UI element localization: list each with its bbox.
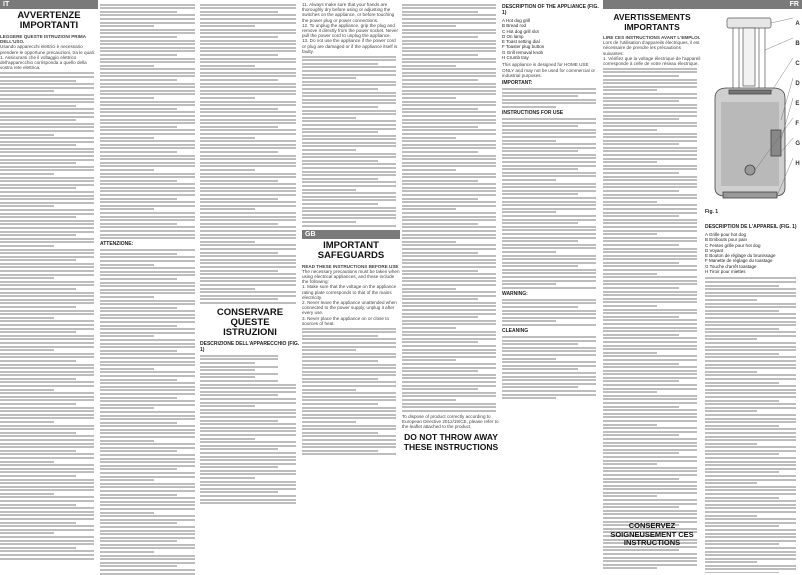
english-intended-use	[502, 62, 600, 78]
english-intro	[302, 264, 400, 326]
italian-body-text-3	[100, 249, 199, 575]
french-title-line2: IMPORTANTS	[624, 22, 680, 32]
italian-item-1: 1. Assicurarsi che il voltaggio elettrico dell'apparecchio corrisponda a quello della vostra rete elettrica.	[0, 54, 87, 71]
french-text-block	[603, 10, 701, 571]
toaster-drawing	[705, 10, 800, 215]
french-body-text-2	[705, 277, 800, 573]
english-item-1: 1. Make sure that the voltage on the appliance rating plate corresponds to that of the mains electricity.	[302, 284, 397, 300]
french-intro	[603, 35, 701, 66]
french-body-text-1	[603, 68, 701, 570]
english-part-h: H Crumb tray	[502, 55, 529, 61]
toaster-illustration	[705, 10, 800, 215]
italian-title-line1: AVVERTENZE	[17, 10, 81, 21]
figure-letter-e: E	[795, 101, 800, 107]
english-title	[302, 241, 400, 261]
english-body-text-3	[402, 4, 500, 412]
english-title-line2: SAFEGUARDS	[317, 249, 385, 261]
english-item-11	[302, 2, 400, 54]
italian-body-text-4	[200, 4, 300, 304]
french-part-b: B Embouts pour pain	[705, 237, 748, 243]
english-item-12-text: 12. To unplug the appliance, grip the plug and remove it directly from the power socket. Never pull the power cord to unplug the appliance.	[302, 22, 398, 39]
english-keep-line1: DO NOT THROW AWAY	[404, 432, 498, 443]
italian-keep-title	[200, 308, 300, 338]
english-body-text-1	[302, 56, 400, 227]
figure-letter-f: F	[795, 121, 799, 127]
french-keep-line2: SOIGNEUSEMENT CES	[610, 529, 694, 539]
english-keep-title	[402, 432, 500, 452]
english-warning-label: WARNING:	[502, 290, 528, 297]
english-intro-text: The necessary precautions must be taken when using electrical appliances, and these include the following:	[302, 268, 400, 285]
english-item-11-text: 11. Always make sure that your hands are thoroughly dry before using or adjusting the switches on the appliance, or before touching the power plug or power connections.	[302, 2, 395, 23]
figure-letter-a: A	[795, 21, 800, 27]
figure-letter-h: H	[795, 161, 800, 167]
english-body-text-5	[502, 118, 600, 289]
french-parts-list	[705, 232, 800, 274]
french-read-notice: LIRE CES INSTRUCTIONS AVANT L'EMPLOI.	[603, 35, 701, 40]
english-part-g: G Grill removal knob	[502, 49, 544, 55]
english-item-3: 3. Never place the appliance on or close to sources of heat.	[302, 315, 390, 326]
english-title-line1: IMPORTANT	[323, 239, 379, 251]
french-column	[603, 0, 802, 573]
english-part-e: E Toast setting dial	[502, 39, 540, 45]
english-disposal	[402, 414, 500, 430]
italian-title	[0, 11, 98, 31]
french-part-a: A Grille pour hot dog	[705, 232, 747, 237]
english-column-2	[402, 0, 500, 575]
italian-column-3	[200, 0, 300, 575]
french-description-block	[705, 222, 800, 573]
language-tab-it: IT	[0, 0, 98, 9]
english-body-text-4	[502, 88, 600, 108]
italian-body-text	[0, 72, 98, 559]
french-part-g: G Touche d'arrêt toastage	[705, 263, 757, 269]
italian-description-title: DESCRIZIONE DELL'APPARECCHIO (FIG. 1)	[200, 340, 300, 353]
english-keep-line2: THESE INSTRUCTIONS	[403, 442, 499, 453]
english-part-a: A Hot dog grill	[502, 18, 531, 23]
french-part-c: C Fentes grille pour hot dog	[705, 242, 761, 248]
italian-keep-line2: ISTRUZIONI	[223, 326, 277, 338]
figure-letter-b: B	[795, 41, 800, 47]
figure-caption: Fig. 1	[705, 209, 719, 215]
english-instructions-title: INSTRUCTIONS FOR USE	[502, 109, 564, 116]
english-body-text-6	[502, 299, 600, 326]
english-column-1	[302, 0, 400, 573]
english-read-notice: READ THESE INSTRUCTIONS BEFORE USE	[302, 263, 399, 269]
italian-column-1	[0, 0, 98, 573]
english-body-text-7	[502, 336, 600, 399]
figure-letter-d: D	[795, 81, 800, 87]
italian-body-text-2	[100, 4, 199, 240]
english-description-title: DESCRIPTION OF THE APPLIANCE (FIG. 1)	[502, 4, 599, 16]
figure-letter-c: C	[795, 61, 800, 67]
italian-intro	[0, 34, 98, 70]
english-cleaning-title: CLEANING	[502, 328, 529, 335]
english-intended-use-text: This appliance is designed for HOME USE ONLY and may not be used for commercial or industrial purposes.	[502, 62, 596, 78]
italian-column-2	[100, 0, 199, 575]
english-part-d: D On lamp	[502, 33, 524, 39]
french-title	[603, 12, 701, 32]
language-tab-en: GB	[302, 230, 400, 239]
french-part-h: H Tiroir pour miettes	[705, 269, 746, 275]
english-part-b: B Bread rod	[502, 23, 527, 29]
french-intro-text: Lors de l'utilisation d'appareils électriques, il est nécessaire de prendre les précautions suivantes:	[603, 40, 700, 56]
french-title-line1: AVERTISSEMENTS	[613, 12, 691, 22]
english-parts-list	[502, 18, 600, 60]
french-keep-line3: INSTRUCTIONS	[623, 538, 681, 547]
english-body-text-2	[302, 328, 400, 456]
french-item-1: 1. Vérifiez que la voltage électrique de l'appareil corresponde à celle de votre réseau électrique.	[603, 55, 701, 67]
english-part-f: F Toaster plug button	[502, 44, 545, 50]
english-column-3	[502, 0, 600, 575]
italian-intro-text: Usando apparecchi elettrici è necessario prendere le opportune precauzioni, tra le quali:	[0, 44, 95, 55]
french-part-d: D Voyant	[705, 247, 724, 253]
figure-letter-g: G	[795, 141, 800, 147]
english-important-label: IMPORTANT:	[502, 79, 533, 86]
english-item-13-text: 13. Do not use the appliance if the power cord or plug are damaged or if the appliance itself is faulty.	[302, 38, 398, 54]
italian-keep-line1: CONSERVARE QUESTE	[216, 306, 284, 328]
figure-letters	[795, 14, 800, 174]
french-keep-line1: CONSERVEZ	[628, 521, 676, 530]
french-part-e: E Bouton de réglage du brunissage	[705, 253, 776, 259]
english-part-c: C Hot dog grill slot	[502, 28, 539, 34]
french-keep-title	[603, 522, 701, 548]
language-tab-fr: FR	[603, 0, 802, 9]
english-disposal-text: To dispose of product correctly according to European Directive 2012/19/CE, please refer to the leaflet attached to the product.	[402, 413, 499, 430]
french-part-f: F Manette de réglage du toastage	[705, 258, 773, 264]
italian-title-line2: IMPORTANTI	[19, 20, 79, 31]
italian-body-text-5	[200, 355, 300, 504]
english-item-2: 2. Never leave the appliance unattended when connected to the power supply, unplug it after every use.	[302, 299, 397, 316]
italian-read-notice: LEGGERE QUESTE ISTRUZIONI PRIMA DELL'USO.	[0, 34, 86, 45]
italian-attention-label: ATTENZIONE:	[100, 241, 134, 248]
hot-dog-grill	[727, 18, 771, 88]
french-description-title: DESCRIPTION DE L'APPAREIL (FIG. 1)	[705, 224, 797, 230]
